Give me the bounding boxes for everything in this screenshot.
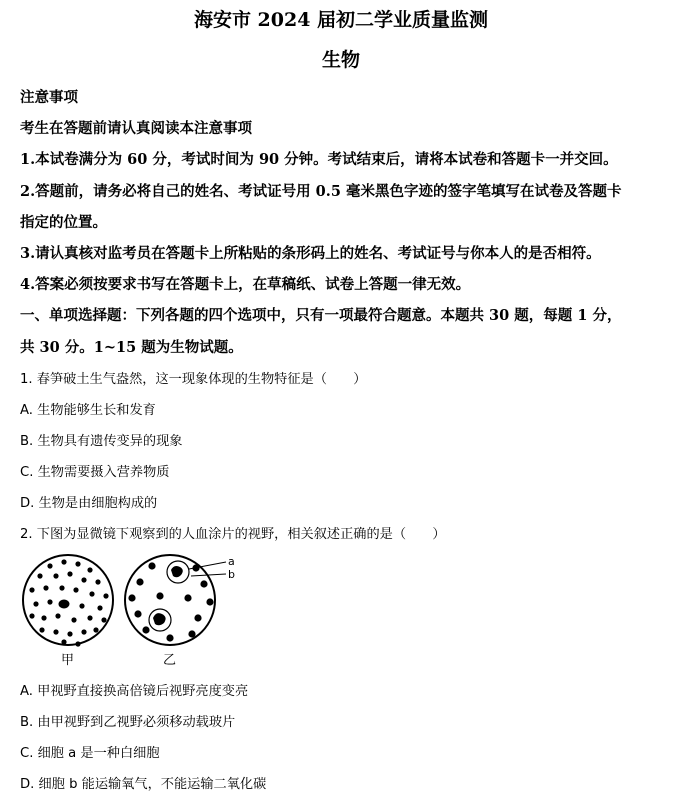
notes-heading: 注意事项 — [20, 89, 78, 106]
caption-jia: 甲 — [61, 653, 75, 668]
cell-lower-white-cell — [149, 609, 171, 631]
q1-stem: 1. 春笋破土生气盎然，这一现象体现的生物特征是（ ） — [20, 372, 367, 387]
q2-stem: 2. 下图为显微镜下观察到的人血涂片的视野，相关叙述正确的是（ ） — [20, 527, 446, 542]
exam-title: 海安市 2024 届初二学业质量监测 — [193, 9, 489, 31]
field-jia-circle — [23, 555, 113, 645]
caption-yi: 乙 — [163, 653, 177, 668]
microscope-figure — [20, 550, 250, 670]
section-intro-line1: 一、单项选择题：下列各题的四个选项中，只有一项最符合题意。本题共 30 题，每题 1 分， — [20, 307, 622, 324]
note-item-1: 1.本试卷满分为 60 分，考试时间为 90 分钟。考试结束后，请将本试卷和答题卡一并交回。 — [20, 151, 618, 168]
q1-option-c: C. 生物需要摄入营养物质 — [20, 465, 170, 480]
note-item-2-line2: 指定的位置。 — [20, 214, 107, 231]
q1-option-a: A. 生物能够生长和发育 — [20, 403, 156, 418]
note-item-2-line1: 2.答题前，请务必将自己的姓名、考试证号用 0.5 毫米黑色字迹的签字笔填写在试卷及答题卡 — [20, 183, 622, 200]
note-item-3: 3.请认真核对监考员在答题卡上所粘贴的条形码上的姓名、考试证号与你本人的是否相符。 — [20, 245, 601, 262]
note-item-4: 4.答案必须按要求书写在答题卡上，在草稿纸、试卷上答题一律无效。 — [20, 276, 471, 293]
q2-option-b: B. 由甲视野到乙视野必须移动载玻片 — [20, 715, 236, 730]
subject-title: 生物 — [321, 49, 360, 71]
section-intro-line2: 共 30 分。1~15 题为生物试题。 — [20, 339, 243, 356]
q2-option-c: C. 细胞 a 是一种白细胞 — [20, 746, 160, 761]
q1-option-d: D. 生物是由细胞构成的 — [20, 496, 158, 511]
q2-option-d: D. 细胞 b 能运输氧气，不能运输二氧化碳 — [20, 777, 267, 792]
q2-option-a: A. 甲视野直接换高倍镜后视野亮度变亮 — [20, 684, 249, 699]
q1-option-b: B. 生物具有遗传变异的现象 — [20, 434, 183, 449]
field-jia-white-cell — [59, 600, 70, 609]
label-a: a — [228, 555, 235, 568]
label-b: b — [228, 568, 235, 581]
notes-subheading: 考生在答题前请认真阅读本注意事项 — [20, 120, 252, 137]
cell-a-white-cell — [167, 561, 189, 583]
